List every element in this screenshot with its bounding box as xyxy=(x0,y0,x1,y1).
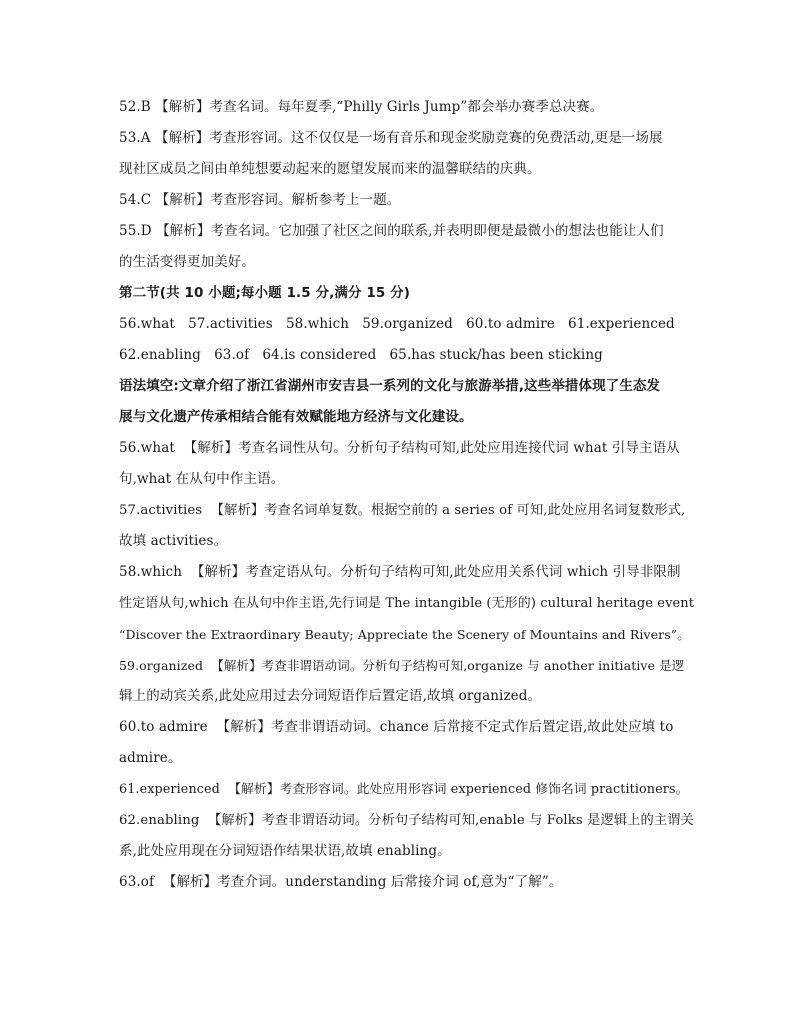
text-line: 故填 activities。 xyxy=(119,533,228,549)
answer-key-line: 62.enabling 63.of 64.is considered 65.has stuck/has been sticking xyxy=(119,347,603,363)
section-heading: 第二节(共 10 小题;每小题 1.5 分,满分 15 分) xyxy=(119,285,411,301)
text-line: 54.C 【解析】考查形容词。解析参考上一题。 xyxy=(119,192,401,208)
text-line: 60.to admire 【解析】考查非谓语动词。chance 后常接不定式作后置定语,故此处应填 to xyxy=(119,719,674,735)
text-line: 57.activities 【解析】考查名词单复数。根据空前的 a series of 可知,此处应用名词复数形式, xyxy=(119,503,686,518)
text-line: 56.what 【解析】考查名词性从句。分析句子结构可知,此处应用连接代词 what 引导主语从 xyxy=(119,440,680,456)
text-line: 53.A 【解析】考查形容词。这不仅仅是一场有音乐和现金奖励竞赛的免费活动,更是一场展 xyxy=(119,130,663,146)
text-line: 辑上的动宾关系,此处应用过去分词短语作后置定语,故填 organized。 xyxy=(119,688,542,704)
text-line: “Discover the Extraordinary Beauty; Appreciate the Scenery of Mountains and Rivers”。 xyxy=(119,627,690,642)
text-line: admire。 xyxy=(119,750,182,766)
document-page xyxy=(119,92,695,898)
text-line: 现社区成员之间由单纯想要动起来的愿望发展而来的温馨联结的庆典。 xyxy=(119,161,541,177)
text-line: 52.B 【解析】考查名词。每年夏季,“Philly Girls Jump”都会举办赛季总决赛。 xyxy=(119,99,604,115)
text-line: 的生活变得更加美好。 xyxy=(119,254,255,270)
passage-summary: 展与文化遗产传承相结合能有效赋能地方经济与文化建设。 xyxy=(119,409,473,425)
passage-summary: 语法填空:文章介绍了浙江省湖州市安吉县一系列的文化与旅游举措,这些举措体现了生态发 xyxy=(119,378,661,394)
text-line: 61.experienced 【解析】考查形容词。此处应用形容词 experienced 修饰名词 practitioners。 xyxy=(119,782,689,797)
text-line: 系,此处应用现在分词短语作结果状语,故填 enabling。 xyxy=(119,843,451,859)
text-line: 句,what 在从句中作主语。 xyxy=(119,471,285,487)
text-line: 62.enabling 【解析】考查非谓语动词。分析句子结构可知,enable 与 Folks 是逻辑上的主谓关 xyxy=(119,813,694,828)
text-line: 58.which 【解析】考查定语从句。分析句子结构可知,此处应用关系代词 which 引导非限制 xyxy=(119,564,681,580)
text-line: 63.of 【解析】考查介词。understanding 后常接介词 of,意为“了解”。 xyxy=(119,874,563,890)
text-line: 性定语从句,which 在从句中作主语,先行词是 The intangible (无形的) cultural heritage event xyxy=(119,596,695,611)
text-line: 55.D 【解析】考查名词。它加强了社区之间的联系,并表明即便是最微小的想法也能让人们 xyxy=(119,223,664,239)
text-line: 59.organized 【解析】考查非谓语动词。分析句子结构可知,organize 与 another initiative 是逻 xyxy=(119,658,685,673)
answer-key-line: 56.what 57.activities 58.which 59.organized 60.to admire 61.experienced xyxy=(119,316,675,332)
